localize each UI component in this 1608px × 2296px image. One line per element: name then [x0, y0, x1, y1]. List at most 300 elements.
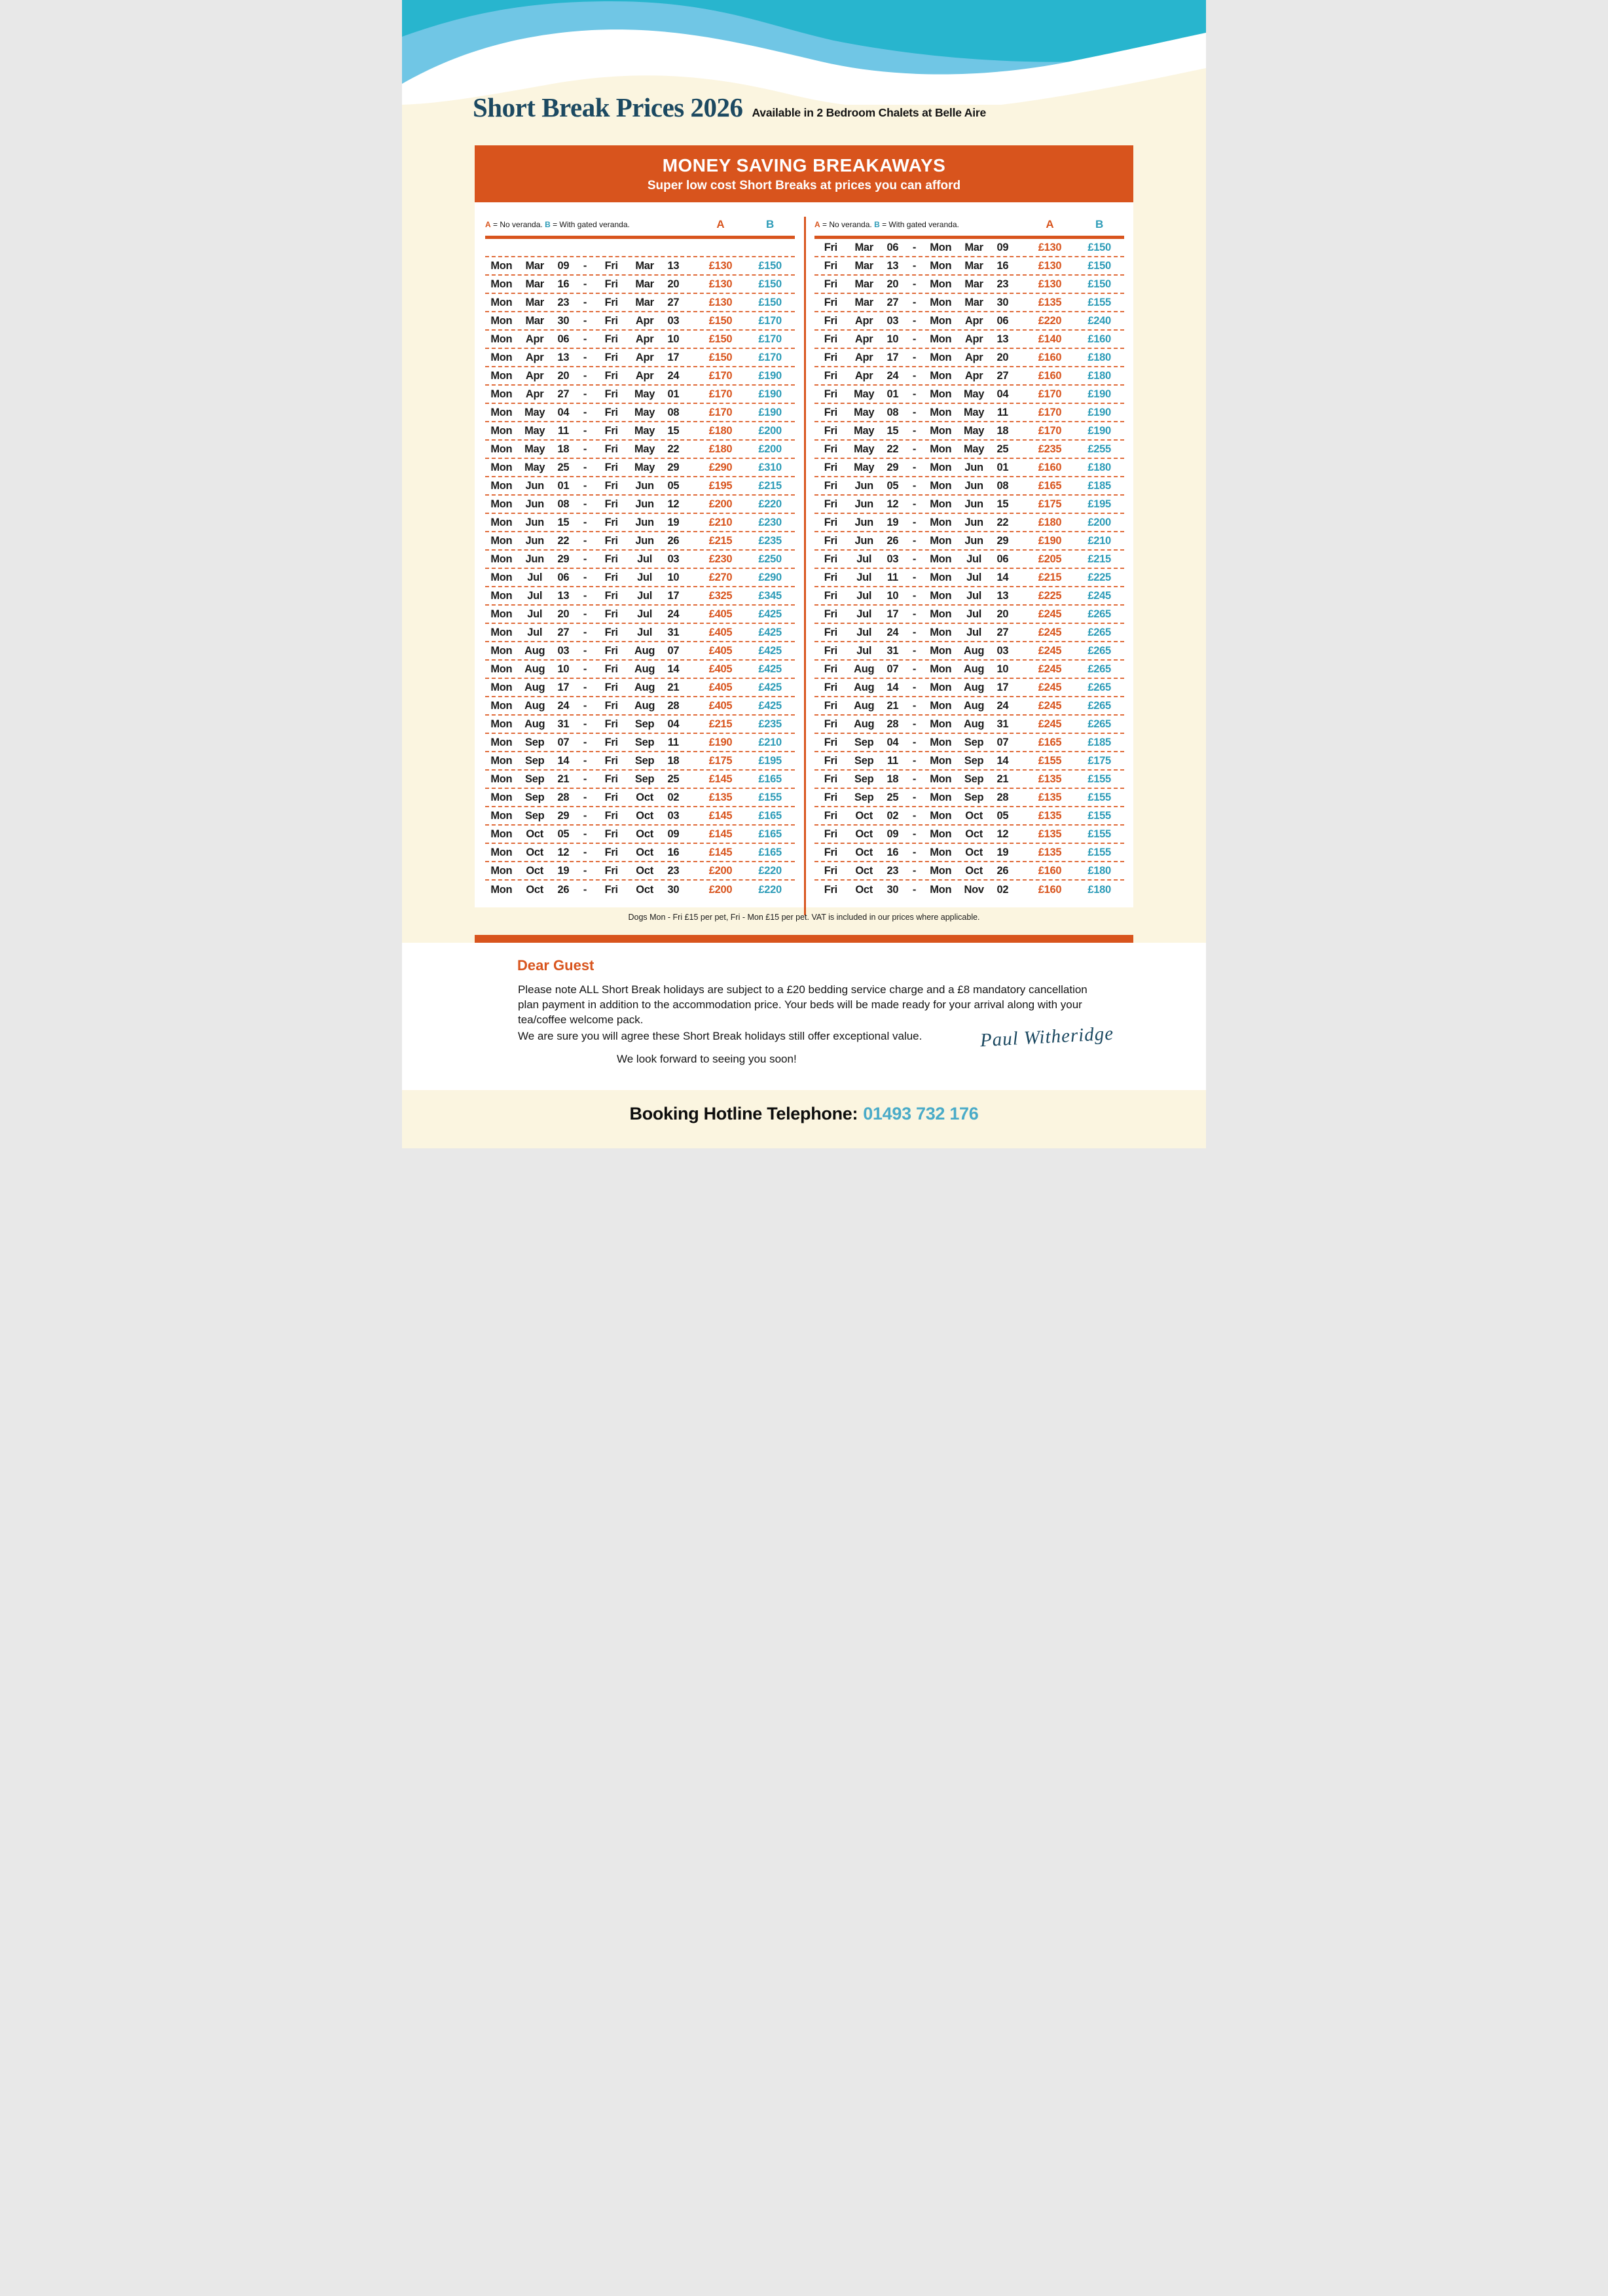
range-dash: - — [583, 589, 587, 602]
start-month: Jul — [856, 644, 872, 657]
start-date: 29 — [557, 809, 570, 822]
start-month: Jun — [854, 516, 873, 528]
range-dash: - — [583, 663, 587, 675]
start-day: Mon — [490, 333, 513, 345]
start-date: 22 — [886, 443, 899, 455]
end-day: Mon — [930, 791, 952, 803]
end-day: Fri — [604, 864, 618, 877]
end-month: Nov — [964, 883, 984, 896]
legend-row-left — [485, 217, 795, 232]
start-day: Mon — [490, 864, 513, 877]
end-day: Mon — [930, 241, 952, 253]
end-month: Apr — [964, 369, 983, 382]
start-month: Aug — [854, 718, 875, 730]
end-month: Jul — [966, 626, 982, 638]
end-day: Fri — [604, 699, 618, 712]
end-month: Oct — [636, 846, 653, 858]
start-date: 10 — [886, 589, 899, 602]
schedule-row — [485, 477, 795, 496]
start-month: Sep — [524, 809, 545, 822]
range-dash: - — [912, 626, 917, 638]
schedule-row — [485, 459, 795, 477]
range-dash: - — [583, 754, 587, 767]
price-a: £150 — [708, 351, 733, 363]
price-b: £150 — [758, 296, 782, 308]
schedule-row — [485, 789, 795, 807]
price-a: £215 — [708, 534, 733, 547]
schedule-row — [485, 422, 795, 441]
start-date: 18 — [557, 443, 570, 455]
price-a: £405 — [708, 608, 733, 620]
start-date: 21 — [886, 699, 899, 712]
end-day: Fri — [604, 718, 618, 730]
end-day: Fri — [604, 406, 618, 418]
range-dash: - — [912, 809, 917, 822]
start-day: Fri — [824, 296, 837, 308]
schedule-row — [485, 441, 795, 459]
end-day: Fri — [604, 626, 618, 638]
end-month: Aug — [964, 681, 985, 693]
end-day: Mon — [930, 479, 952, 492]
start-month: Oct — [855, 864, 873, 877]
range-dash: - — [912, 461, 917, 473]
end-date: 26 — [667, 534, 680, 547]
end-date: 03 — [667, 809, 680, 822]
end-month: Aug — [964, 718, 985, 730]
price-a: £150 — [708, 314, 733, 327]
start-date: 27 — [886, 296, 899, 308]
start-date: 19 — [886, 516, 899, 528]
end-month: Oct — [965, 864, 983, 877]
end-month: Jun — [964, 534, 983, 547]
end-month: Oct — [636, 883, 653, 896]
schedule-row — [485, 862, 795, 881]
end-date: 01 — [667, 388, 680, 400]
end-date: 29 — [667, 461, 680, 473]
end-month: May — [963, 424, 985, 437]
end-date: 08 — [667, 406, 680, 418]
end-month: Jul — [637, 626, 653, 638]
start-month: May — [524, 424, 545, 437]
price-b: £150 — [758, 278, 782, 290]
end-date: 24 — [996, 699, 1009, 712]
start-month: Mar — [525, 314, 544, 327]
price-b: £155 — [1087, 296, 1111, 308]
range-dash: - — [912, 699, 917, 712]
start-day: Mon — [490, 369, 513, 382]
start-date: 12 — [886, 498, 899, 510]
price-a: £270 — [708, 571, 733, 583]
legend-b-desc: = With gated veranda. — [882, 220, 959, 229]
start-day: Mon — [490, 443, 513, 455]
end-day: Fri — [604, 736, 618, 748]
schedule-row — [485, 294, 795, 312]
end-day: Mon — [930, 571, 952, 583]
price-a: £170 — [1038, 424, 1062, 437]
guest-paragraph-2: We are sure you will agree these Short Break holidays still offer exceptional value. — [518, 1030, 923, 1042]
end-month: Aug — [634, 681, 655, 693]
start-day: Fri — [824, 846, 837, 858]
start-month: Aug — [854, 699, 875, 712]
start-month: Apr — [525, 333, 544, 345]
schedule-row — [485, 312, 795, 331]
range-dash: - — [912, 663, 917, 675]
start-date: 27 — [557, 388, 570, 400]
price-a: £200 — [708, 883, 733, 896]
end-day: Fri — [604, 773, 618, 785]
end-month: Jun — [964, 516, 983, 528]
range-dash: - — [583, 278, 587, 290]
price-b: £155 — [1087, 846, 1111, 858]
price-b: £265 — [1087, 608, 1111, 620]
start-day: Fri — [824, 828, 837, 840]
schedule-row — [485, 844, 795, 862]
end-month: Sep — [634, 718, 655, 730]
end-day: Mon — [930, 883, 952, 896]
range-dash: - — [912, 388, 917, 400]
start-date: 28 — [557, 791, 570, 803]
end-month: Sep — [964, 736, 984, 748]
end-day: Mon — [930, 424, 952, 437]
end-day: Mon — [930, 809, 952, 822]
start-day: Fri — [824, 809, 837, 822]
start-month: May — [524, 443, 545, 455]
end-day: Fri — [604, 534, 618, 547]
start-date: 29 — [557, 553, 570, 565]
end-date: 09 — [996, 241, 1009, 253]
range-dash: - — [912, 644, 917, 657]
range-dash: - — [912, 333, 917, 345]
end-month: Aug — [634, 663, 655, 675]
schedule-row — [485, 807, 795, 826]
start-month: Jun — [854, 498, 873, 510]
price-b: £180 — [1087, 864, 1111, 877]
price-b: £425 — [758, 608, 782, 620]
start-date: 24 — [557, 699, 570, 712]
price-b: £195 — [758, 754, 782, 767]
start-day: Fri — [824, 406, 837, 418]
end-date: 01 — [996, 461, 1009, 473]
fri-mon-rows — [814, 239, 1124, 899]
legend-a-key: A — [485, 220, 491, 229]
end-month: Jul — [637, 608, 653, 620]
price-b: £225 — [1087, 571, 1111, 583]
price-b: £190 — [758, 388, 782, 400]
price-b: £265 — [1087, 626, 1111, 638]
start-date: 13 — [886, 259, 899, 272]
schedule-row — [814, 606, 1124, 624]
start-day: Mon — [490, 314, 513, 327]
range-dash: - — [583, 644, 587, 657]
start-month: May — [854, 388, 875, 400]
price-a: £165 — [1038, 479, 1062, 492]
start-day: Fri — [824, 663, 837, 675]
start-month: Mar — [854, 296, 873, 308]
start-day: Fri — [824, 479, 837, 492]
end-day: Fri — [604, 754, 618, 767]
range-dash: - — [583, 791, 587, 803]
start-date: 22 — [557, 534, 570, 547]
schedule-row — [485, 734, 795, 752]
end-date: 22 — [667, 443, 680, 455]
range-dash: - — [912, 241, 917, 253]
signature: Paul Witheridge — [979, 1023, 1114, 1051]
schedule-row — [814, 331, 1124, 349]
start-day: Mon — [490, 644, 513, 657]
range-dash: - — [583, 828, 587, 840]
start-month: May — [524, 461, 545, 473]
price-a: £135 — [1038, 791, 1062, 803]
start-date: 16 — [557, 278, 570, 290]
schedule-row — [814, 404, 1124, 422]
price-b: £220 — [758, 864, 782, 877]
end-date: 06 — [996, 553, 1009, 565]
price-a: £145 — [708, 809, 733, 822]
start-month: Apr — [854, 369, 873, 382]
start-month: Sep — [524, 791, 545, 803]
end-date: 02 — [996, 883, 1009, 896]
pets-vat-footnote: Dogs Mon - Fri £15 per pet, Fri - Mon £15 per pet. VAT is included in our prices where applicable. — [628, 913, 980, 922]
start-day: Fri — [824, 773, 837, 785]
start-month: Sep — [524, 736, 545, 748]
price-a: £150 — [708, 333, 733, 345]
range-dash: - — [912, 443, 917, 455]
end-day: Mon — [930, 534, 952, 547]
start-date: 12 — [557, 846, 570, 858]
schedule-row — [814, 276, 1124, 294]
schedule-row — [814, 459, 1124, 477]
price-a: £405 — [708, 663, 733, 675]
start-month: Apr — [854, 314, 873, 327]
start-month: Mar — [525, 259, 544, 272]
range-dash: - — [912, 681, 917, 693]
schedule-row — [485, 331, 795, 349]
range-dash: - — [583, 699, 587, 712]
price-b: £155 — [758, 791, 782, 803]
start-day: Mon — [490, 809, 513, 822]
end-day: Mon — [930, 864, 952, 877]
start-date: 08 — [886, 406, 899, 418]
price-a: £160 — [1038, 883, 1062, 896]
start-date: 15 — [557, 516, 570, 528]
end-date: 19 — [667, 516, 680, 528]
start-date: 16 — [886, 846, 899, 858]
price-a: £180 — [708, 424, 733, 437]
start-day: Fri — [824, 351, 837, 363]
range-dash: - — [583, 388, 587, 400]
range-dash: - — [912, 828, 917, 840]
end-day: Mon — [930, 333, 952, 345]
schedule-row — [814, 239, 1124, 257]
range-dash: - — [583, 571, 587, 583]
range-dash: - — [583, 424, 587, 437]
end-day: Fri — [604, 516, 618, 528]
start-month: Jul — [527, 589, 543, 602]
price-a: £190 — [708, 736, 733, 748]
flyer-page — [402, 0, 1206, 1148]
range-dash: - — [583, 534, 587, 547]
end-day: Fri — [604, 479, 618, 492]
price-b: £190 — [1087, 388, 1111, 400]
end-month: May — [634, 388, 655, 400]
start-month: May — [524, 406, 545, 418]
end-month: Mar — [635, 259, 654, 272]
start-date: 25 — [886, 791, 899, 803]
start-day: Mon — [490, 296, 513, 308]
end-date: 22 — [996, 516, 1009, 528]
start-month: Sep — [854, 791, 874, 803]
range-dash: - — [583, 553, 587, 565]
start-day: Fri — [824, 644, 837, 657]
end-day: Mon — [930, 296, 952, 308]
start-day: Fri — [824, 388, 837, 400]
start-month: May — [854, 461, 875, 473]
price-a: £140 — [1038, 333, 1062, 345]
end-month: Sep — [964, 773, 984, 785]
price-a: £325 — [708, 589, 733, 602]
start-day: Fri — [824, 699, 837, 712]
end-day: Fri — [604, 644, 618, 657]
range-dash: - — [583, 681, 587, 693]
end-date: 24 — [667, 608, 680, 620]
end-month: Aug — [634, 644, 655, 657]
end-day: Mon — [930, 369, 952, 382]
start-month: Aug — [524, 663, 545, 675]
price-a: £290 — [708, 461, 733, 473]
start-day: Mon — [490, 626, 513, 638]
start-month: Jul — [856, 553, 872, 565]
price-b: £220 — [758, 498, 782, 510]
price-a: £170 — [708, 388, 733, 400]
end-month: Apr — [635, 314, 654, 327]
price-a: £145 — [708, 846, 733, 858]
start-month: Jun — [525, 479, 544, 492]
price-b: £150 — [1087, 241, 1111, 253]
price-a: £135 — [1038, 773, 1062, 785]
price-b: £190 — [758, 406, 782, 418]
price-b: £235 — [758, 718, 782, 730]
range-dash: - — [583, 608, 587, 620]
price-tables-panel — [475, 202, 1133, 907]
end-month: Jul — [966, 589, 982, 602]
end-date: 28 — [667, 699, 680, 712]
price-a: £170 — [708, 369, 733, 382]
price-a: £130 — [1038, 259, 1062, 272]
start-day: Fri — [824, 736, 837, 748]
price-b: £180 — [1087, 351, 1111, 363]
start-month: Jun — [525, 553, 544, 565]
column-header-b: B — [766, 218, 775, 230]
price-a: £405 — [708, 626, 733, 638]
price-a: £225 — [1038, 589, 1062, 602]
end-month: Apr — [635, 351, 654, 363]
range-dash: - — [583, 351, 587, 363]
promo-banner — [475, 145, 1133, 202]
price-b: £220 — [758, 883, 782, 896]
price-b: £150 — [758, 259, 782, 272]
start-day: Fri — [824, 608, 837, 620]
end-day: Mon — [930, 846, 952, 858]
price-a: £215 — [1038, 571, 1062, 583]
end-day: Fri — [604, 791, 618, 803]
price-a: £220 — [1038, 314, 1062, 327]
end-month: Jul — [966, 553, 982, 565]
price-a: £245 — [1038, 681, 1062, 693]
end-day: Mon — [930, 553, 952, 565]
start-day: Fri — [824, 314, 837, 327]
range-dash: - — [912, 534, 917, 547]
price-a: £205 — [1038, 553, 1062, 565]
fri-mon-table — [804, 202, 1133, 907]
end-day: Mon — [930, 608, 952, 620]
schedule-row — [814, 367, 1124, 386]
veranda-legend — [814, 220, 1025, 229]
legend-b-key: B — [874, 220, 880, 229]
range-dash: - — [583, 498, 587, 510]
start-day: Fri — [824, 461, 837, 473]
start-date: 07 — [886, 663, 899, 675]
start-month: Aug — [854, 663, 875, 675]
end-month: Aug — [964, 663, 985, 675]
end-date: 26 — [996, 864, 1009, 877]
end-date: 31 — [667, 626, 680, 638]
price-a: £245 — [1038, 626, 1062, 638]
price-a: £135 — [1038, 809, 1062, 822]
start-day: Mon — [490, 828, 513, 840]
price-a: £405 — [708, 699, 733, 712]
end-month: Sep — [634, 736, 655, 748]
start-date: 03 — [886, 314, 899, 327]
price-b: £180 — [1087, 369, 1111, 382]
end-date: 31 — [996, 718, 1009, 730]
spacer-row — [485, 239, 795, 257]
end-month: May — [963, 443, 985, 455]
start-day: Mon — [490, 351, 513, 363]
start-day: Fri — [824, 424, 837, 437]
start-day: Fri — [824, 443, 837, 455]
end-day: Mon — [930, 828, 952, 840]
schedule-row — [814, 441, 1124, 459]
price-b: £425 — [758, 663, 782, 675]
mon-fri-rows — [485, 239, 795, 899]
end-month: Jun — [964, 498, 983, 510]
price-b: £155 — [1087, 773, 1111, 785]
price-b: £170 — [758, 333, 782, 345]
page-title-block — [473, 92, 986, 123]
start-day: Mon — [490, 754, 513, 767]
schedule-row — [485, 276, 795, 294]
end-day: Mon — [930, 516, 952, 528]
legend-a-desc: = No veranda. — [822, 220, 872, 229]
range-dash: - — [912, 424, 917, 437]
price-a: £130 — [708, 259, 733, 272]
end-date: 05 — [667, 479, 680, 492]
start-date: 14 — [886, 681, 899, 693]
price-a: £160 — [1038, 461, 1062, 473]
range-dash: - — [912, 516, 917, 528]
start-date: 04 — [886, 736, 899, 748]
schedule-row — [814, 752, 1124, 771]
start-day: Mon — [490, 883, 513, 896]
range-dash: - — [912, 718, 917, 730]
end-date: 13 — [996, 589, 1009, 602]
schedule-row — [485, 367, 795, 386]
schedule-row — [485, 642, 795, 661]
schedule-row — [485, 496, 795, 514]
end-month: Apr — [635, 369, 654, 382]
price-b: £165 — [758, 846, 782, 858]
range-dash: - — [583, 809, 587, 822]
